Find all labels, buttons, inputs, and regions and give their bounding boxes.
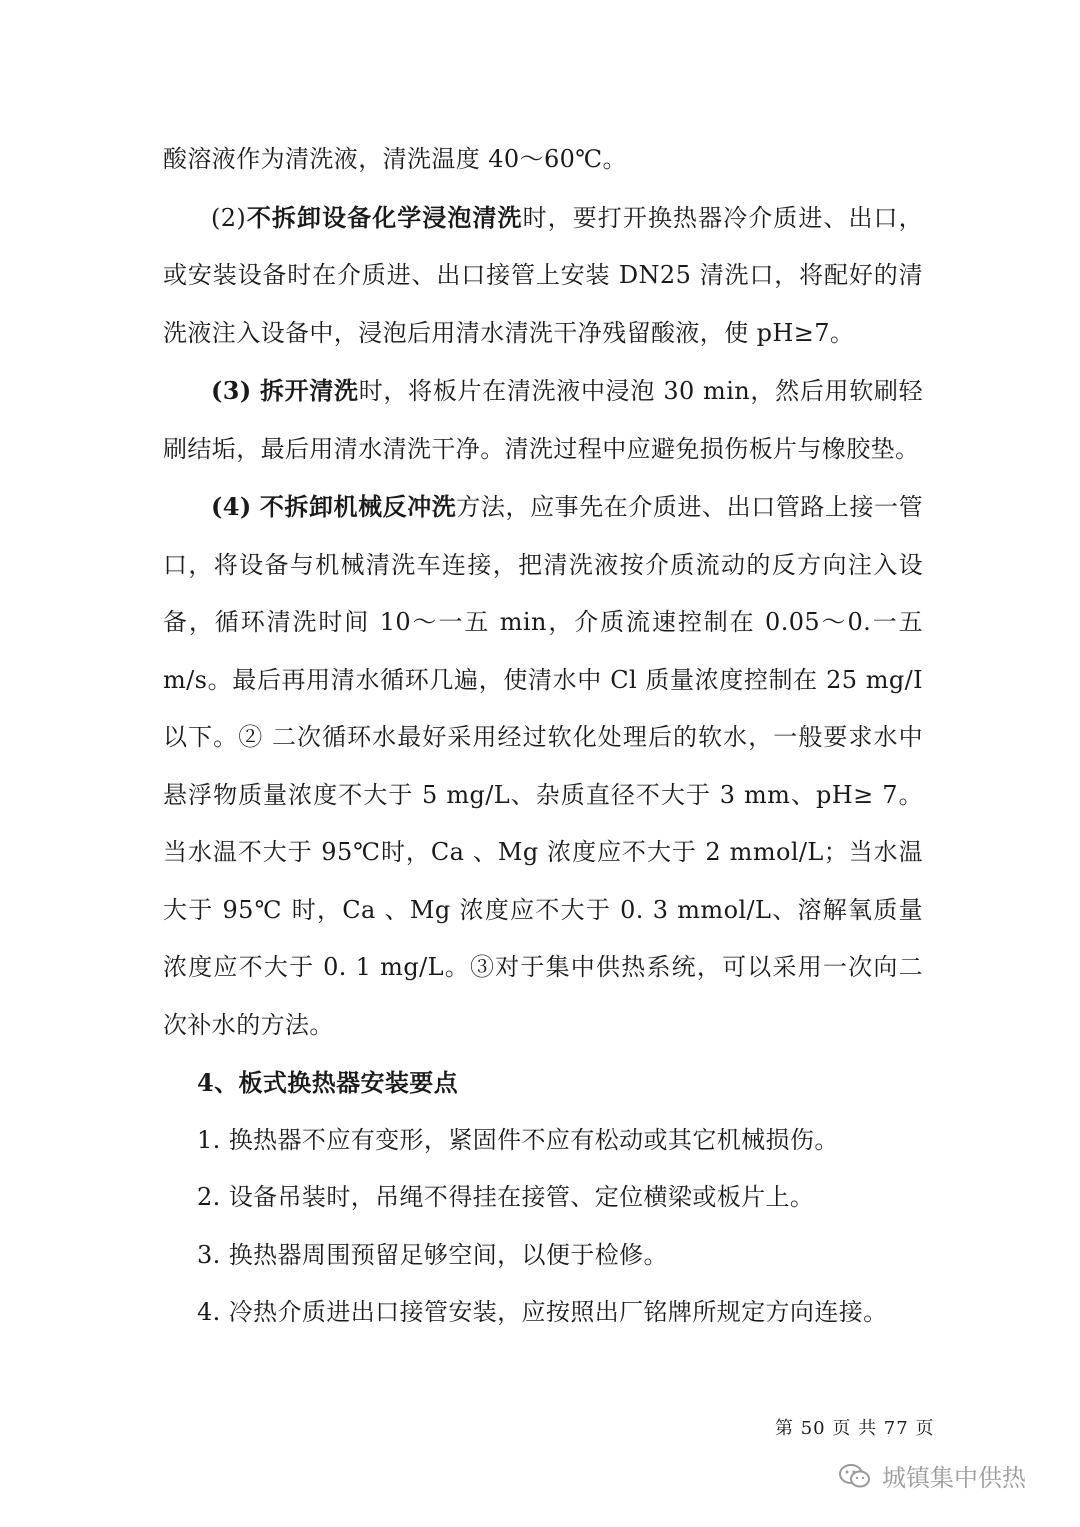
paragraph-3-bold: 拆开清洗 [259, 376, 359, 405]
list-item: 1. 换热器不应有变形，紧固件不应有松动或其它机械损伤。 [197, 1125, 839, 1154]
wechat-icon [838, 1462, 872, 1490]
paragraph-3 [163, 362, 923, 478]
body-text [163, 131, 923, 1342]
watermark-text: 城镇集中供热 [882, 1464, 1026, 1492]
list-item: 3. 换热器周围预留足够空间，以便于检修。 [197, 1240, 668, 1269]
section-heading: 4、板式换热器安装要点 [197, 1068, 459, 1097]
page-number: 第 50 页 共 77 页 [775, 1418, 935, 1439]
paragraph-3-number: (3) [211, 376, 252, 405]
watermark [838, 1458, 1026, 1493]
paragraph-4-number: (4) [211, 492, 252, 521]
paragraph-4-bold: 不拆卸机械反冲洗 [259, 492, 457, 521]
paragraph-continuation: 酸溶液作为清洗液，清洗温度 40～60℃。 [163, 145, 627, 173]
paragraph-2-bold: 不拆卸设备化学浸泡清洗 [246, 202, 523, 232]
paragraph-2-text: 时，要打开换热器冷介质进、出口，或安装设备时在介质进、出口接管上安装 DN25 清洗口，将配好的清洗液注入设备中，浸泡后用清水清洗干净残留酸液，使 pH≥7。 [163, 203, 923, 347]
list-item: 4. 冷热介质进出口接管安装，应按照出厂铭牌所规定方向连接。 [197, 1298, 888, 1326]
paragraph-2 [163, 189, 923, 363]
list-item: 2. 设备吊装时，吊绳不得挂在接管、定位横梁或板片上。 [197, 1183, 815, 1211]
paragraph-4 [163, 478, 923, 1054]
paragraph-4-text: 方法，应事先在介质进、出口管路上接一管口，将设备与机械清洗车连接，把清洗液按介质流动的反方向注入设备，循环清洗时间 10～一五 min，介质流速控制在 0.05～0.一五 m/s。最后再用清水循环几遍，使清水中 Cl 质量浓度控制在 25 mg/I 以下。② 二次循环水最好采用经过软化处理后的软水，一般要求水中悬浮物质量浓度不大于 5 mg/L、杂质直径不大于 3 mm、pH≥ 7。当水温不大于 95℃时，Ca 、Mg 浓度应不大于 2 mmol/L；当水温大于 95℃ 时，Ca 、Mg 浓度应不大于 0. 3 mmol/L、溶解氧质量浓度应不大于 0. 1 mg/L。③对于集中供热系统，可以采用一次向二次补水的方法。 [163, 493, 923, 1039]
paragraph-3-text: 时，将板片在清洗液中浸泡 30 min，然后用软刷轻刷结垢，最后用清水清洗干净。清洗过程中应避免损伤板片与橡胶垫。 [163, 377, 923, 463]
paragraph-2-number: (2) [211, 203, 247, 232]
